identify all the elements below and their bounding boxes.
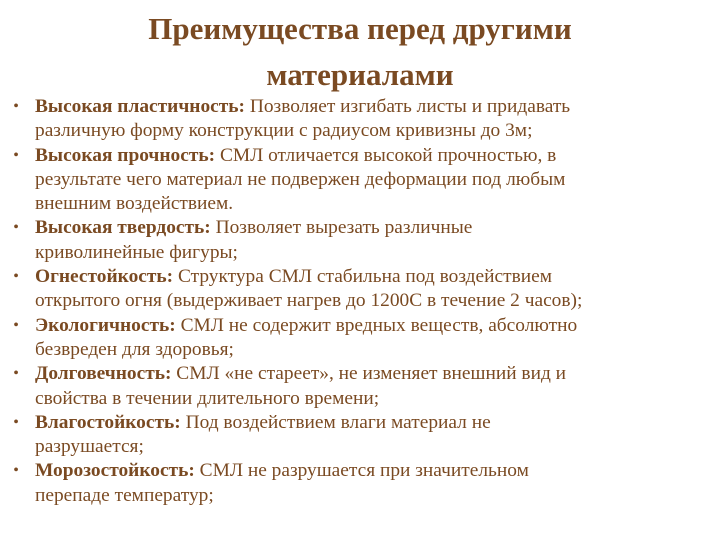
item-line: криволинейные фигуры; [35,241,238,263]
list-item-hardness [6,216,716,265]
item-line [35,144,716,168]
item-text: Структура СМЛ стабильна под воздействием [173,266,552,288]
item-text: Позволяет изгибать листы и придавать [244,96,571,117]
list-item-fire-resistance [6,265,716,314]
item-line [35,314,716,338]
item-term: Высокая пластичность: [35,96,245,117]
list-item-moisture-resistance [6,411,716,460]
bullet-icon: • [13,316,19,334]
item-term: Морозостойкость: [35,460,195,482]
item-line: разрушается; [35,436,144,458]
item-line: безвреден для здоровья; [35,338,234,360]
page-title [100,6,620,98]
item-line: свойства в течении длительного времени; [35,387,380,409]
item-line [35,362,716,386]
item-text: Позволяет вырезать различные [210,217,473,239]
item-text: СМЛ отличается высокой прочностью, в [215,144,557,166]
item-text: Под воздействием влаги материал не [180,411,491,433]
item-term: Экологичность: [35,314,176,336]
item-text: СМЛ не разрушается при значительном [194,460,529,482]
item-text: СМЛ «не стареет», не изменяет внешний вид и [171,363,567,385]
item-line [35,95,716,119]
advantages-list [6,95,716,508]
item-line [35,216,716,240]
title-line-1: Преимущества перед другими [148,11,572,46]
item-line [35,459,716,483]
item-line: различную форму конструкции с радиусом кривизны до 3м; [35,120,533,142]
bullet-icon: • [13,462,19,480]
bullet-icon: • [13,413,19,431]
item-term: Влагостойкость: [35,411,181,433]
list-item-frost-resistance [6,459,716,508]
item-line: внешним воздействием. [35,193,234,215]
list-item-durability [6,362,716,411]
item-term: Высокая прочность: [35,144,216,166]
item-term: Высокая твердость: [35,217,211,239]
item-line: открытого огня (выдерживает нагрев до 1200С в течение 2 часов); [35,290,583,312]
bullet-icon: • [13,365,19,383]
bullet-icon: • [13,219,19,237]
item-line: перепаде температур; [35,484,214,506]
item-line: результате чего материал не подвержен деформации под любым [35,168,566,190]
list-item-plasticity [6,95,716,144]
item-text: СМЛ не содержит вредных веществ, абсолютно [175,314,578,336]
bullet-icon: • [13,98,19,115]
list-item-strength [6,144,716,217]
item-line [35,411,716,435]
title-line-2: материалами [266,57,454,92]
item-term: Огнестойкость: [35,266,174,288]
bullet-icon: • [13,146,19,164]
list-item-eco-friendliness [6,314,716,363]
bullet-icon: • [13,268,19,286]
item-term: Долговечность: [35,363,172,385]
item-line [35,265,716,289]
